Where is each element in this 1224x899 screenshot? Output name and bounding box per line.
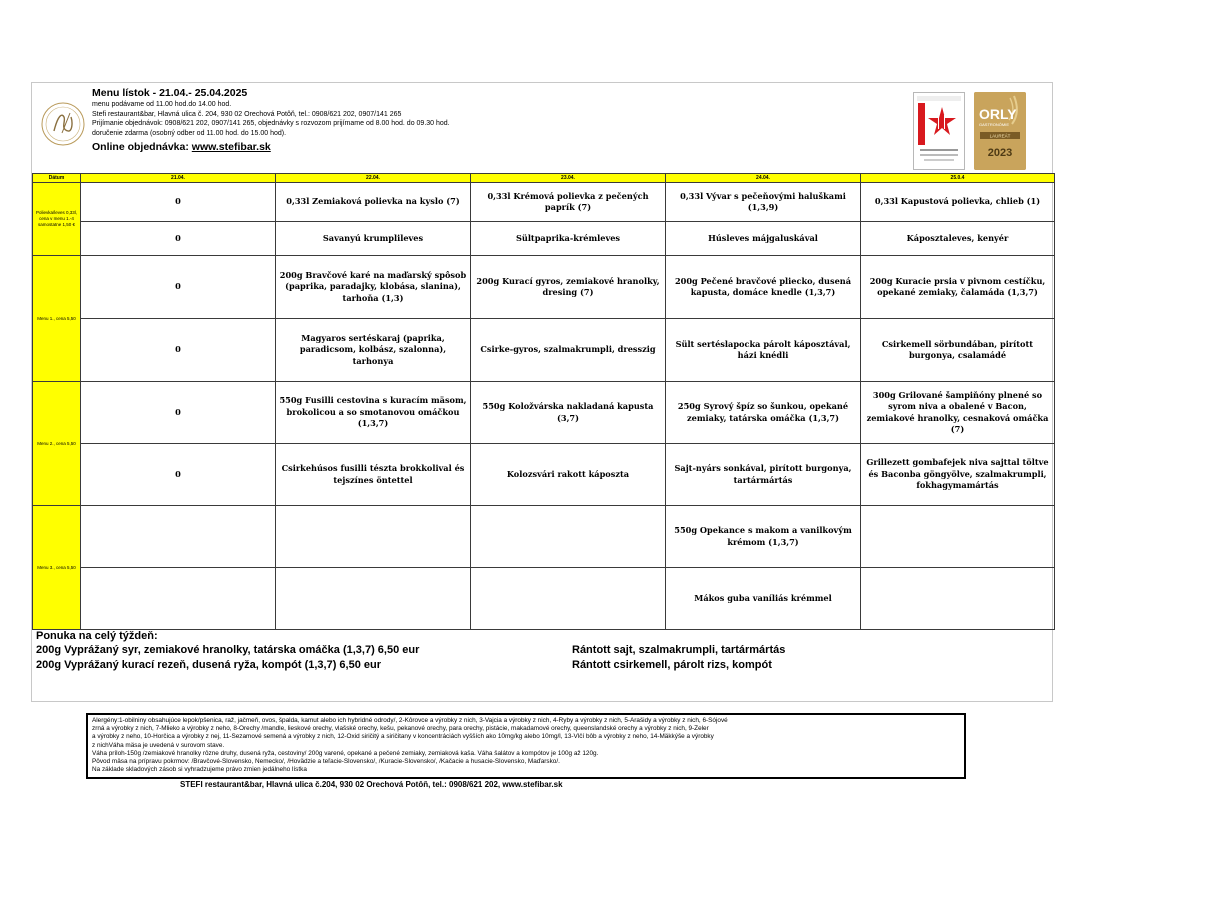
soup-label: Polievka/leves 0,33l, cena v menu 1.-4 samostatne 1,50 € bbox=[33, 183, 81, 256]
weekly-offer-row bbox=[36, 643, 1046, 658]
menu-cell bbox=[81, 568, 276, 630]
menu-title: Menu lístok - 21.04.- 25.04.2025 bbox=[92, 87, 248, 99]
menu-cell bbox=[861, 506, 1055, 568]
restaurant-logo bbox=[40, 101, 86, 147]
menu-cell: 200g Kuracie prsia v pivnom cestíčku, opekané zemiaky, čalamáda (1,3,7) bbox=[861, 256, 1055, 319]
weekly-item-hu: Rántott csirkemell, párolt rizs, kompót bbox=[572, 659, 772, 671]
orly-ribbon: LAUREÁT bbox=[989, 133, 1011, 139]
restaurant-address: Stefi restaurant&bar, Hlavná ulica č. 204, 930 02 Orechová Potôň, tel.: 0908/621 202, 0907/141 265 bbox=[92, 110, 402, 118]
weekly-item-sk: 200g Vyprážaný kurací rezeň, dusená ryža, kompót (1,3,7) 6,50 eur bbox=[36, 659, 382, 671]
award-badge-red-star bbox=[913, 92, 965, 170]
online-order-link[interactable]: www.stefibar.sk bbox=[191, 141, 271, 153]
table-row bbox=[33, 568, 1055, 630]
orly-award-icon bbox=[974, 92, 1026, 170]
menu-cell: Magyaros sertéskaraj (paprika, paradicsom, kolbász, szalonna), tarhonya bbox=[276, 319, 471, 382]
allergen-box bbox=[86, 713, 966, 779]
online-order bbox=[92, 140, 612, 154]
menu-cell: 0 bbox=[81, 183, 276, 222]
menu-cell: Mákos guba vaníliás krémmel bbox=[666, 568, 861, 630]
menu-cell bbox=[276, 568, 471, 630]
menu-cell: Sültpaprika-krémleves bbox=[471, 222, 666, 256]
days-row bbox=[33, 174, 1055, 183]
order-info: Prijímanie objednávok: 0908/621 202, 0907/141 265, objednávky s rozvozom prijímame od 8.00 hod. do 09.30 hod. bbox=[92, 120, 450, 127]
table-row bbox=[33, 382, 1055, 444]
menu-cell: Csirke-gyros, szalmakrumpli, dresszig bbox=[471, 319, 666, 382]
menu-cell: 200g Kurací gyros, zemiakové hranolky, dresing (7) bbox=[471, 256, 666, 319]
star-award-icon bbox=[914, 93, 964, 169]
allergen-line: Alergény:1-obilniny obsahujúce lepok/pšenica, raž, jačmeň, ovos, špalda, kamut alebo ich hybridné odrody/, 2-Kôrovce a výrobky z nich, 3-Vajcia a výrobky z nich, 4-Ryby a výrobky z nich, 5-Arašidy a výrobky z nich, 6-Sójové bbox=[92, 717, 728, 724]
menu-cell: 0 bbox=[81, 256, 276, 319]
allergen-line: a výrobky z neho, 10-Horčica a výrobky z nej, 11-Sezamové semená a výrobky z nich, 12-Oxid siričitý a siričitany v koncentráciách vyšších ako 10mg/kg alebo 10mg/l, 13-Vlčí bôb a výrobky z neho, 14-Mäkkýše a výrobky bbox=[92, 733, 714, 741]
day-2: 22.04. bbox=[276, 174, 471, 183]
table-row bbox=[33, 183, 1055, 222]
menu-cell: Grillezett gombafejek niva sajttal töltve és Baconba göngyölve, szalmakrumpli, fokhagymamártás bbox=[861, 444, 1055, 506]
menu-cell: Sült sertéslapocka párolt káposztával, házi knédli bbox=[666, 319, 861, 382]
menu-cell: Kolozsvári rakott káposzta bbox=[471, 444, 666, 506]
menu-cell: Csirkemell sörbundában, pirított burgonya, csalamádé bbox=[861, 319, 1055, 382]
table-row bbox=[33, 256, 1055, 319]
menu-cell: 0,33l Zemiaková polievka na kyslo (7) bbox=[276, 183, 471, 222]
weekly-item-sk: 200g Vyprážaný syr, zemiakové hranolky, tatárska omáčka (1,3,7) 6,50 eur bbox=[36, 644, 420, 656]
weekly-offer-title: Ponuka na celý týždeň: bbox=[36, 630, 158, 642]
menu-cell: 250g Syrový špíz so šunkou, opekané zemiaky, tatárska omáčka (1,3,7) bbox=[666, 382, 861, 444]
menu-table bbox=[32, 173, 1055, 630]
online-order-label: Online objednávka: bbox=[92, 141, 189, 153]
menu-cell: 200g Pečené bravčové pliecko, dusená kapusta, domáce knedle (1,3,7) bbox=[666, 256, 861, 319]
allergen-line: Na základe skladových zásob si vyhradzujeme právo zmien jedálneho lístka bbox=[92, 766, 307, 774]
menu1-label: Menu 1., cena 5,50 bbox=[33, 256, 81, 382]
table-row bbox=[33, 444, 1055, 506]
menu-cell bbox=[861, 568, 1055, 630]
menu-cell: Sajt-nyárs sonkával, pirított burgonya, tartármártás bbox=[666, 444, 861, 506]
day-5: 25.0.4 bbox=[861, 174, 1055, 183]
table-row bbox=[33, 506, 1055, 568]
menu-cell: 0 bbox=[81, 382, 276, 444]
menu-cell bbox=[471, 568, 666, 630]
day-4: 24.04. bbox=[666, 174, 861, 183]
delivery-info: doručenie zdarma (osobný odber od 11.00 hod. do 15.00 hod). bbox=[92, 129, 287, 137]
menu-cell bbox=[276, 506, 471, 568]
allergen-line: Váha príloh-150g /zemiakové hranolky rôzne druhy, dusená ryža, cestoviny/ 200g varené, opekané a pečené zemiaky, zemiaková kaša. Váha šalátov a kompótov je 100g až 120g. bbox=[92, 749, 599, 757]
menu3-label: Menu 3., cena 5,50 bbox=[33, 506, 81, 630]
award-badge-orly bbox=[974, 92, 1026, 170]
day-3: 23.04. bbox=[471, 174, 666, 183]
table-row bbox=[33, 222, 1055, 256]
weekly-offer-row bbox=[36, 658, 1046, 673]
menu2-label: Menu 2., cena 5,50 bbox=[33, 382, 81, 506]
table-row bbox=[33, 319, 1055, 382]
menu-cell bbox=[81, 506, 276, 568]
menu-cell bbox=[471, 506, 666, 568]
menu-sheet bbox=[31, 82, 1053, 702]
day-1: 21.04. bbox=[81, 174, 276, 183]
allergen-line: Pôvod mäsa na prípravu pokrmov: /Bravčové-Slovensko, Nemecko/, /Hovädzie a teľacie-Slovensko/, /Kuracie-Slovensko/, /Kačacie a husacie-Slovensko, Maďarsko/. bbox=[92, 758, 560, 766]
serving-hours: menu podávame od 11.00 hod.do 14.00 hod. bbox=[92, 101, 232, 108]
menu-cell: 550g Fusilli cestovina s kuracím mäsom, brokolicou a so smotanovou omáčkou (1,3,7) bbox=[276, 382, 471, 444]
orly-subtitle: GASTRONÓMIE bbox=[979, 122, 1010, 127]
allergen-line: zrná a výrobky z nich, 7-Mlieko a výrobky z neho, 8-Orechy /mandle, lieskové orechy, vlašské orechy, kešu, pekanové orechy, para orechy, pistácie, makadamové orechy, queenslandské orechy a výrobky z nich, 9-Zeler bbox=[92, 725, 709, 733]
menu-cell: 550g Opekance s makom a vanilkovým krémom (1,3,7) bbox=[666, 506, 861, 568]
menu-cell: 0 bbox=[81, 444, 276, 506]
orly-title: ORLY bbox=[979, 106, 1017, 122]
menu-cell: Csirkehúsos fusilli tészta brokkolival és tejszínes öntettel bbox=[276, 444, 471, 506]
footer-contact: STEFI restaurant&bar, Hlavná ulica č.204, 930 02 Orechová Potôň, tel.: 0908/621 202, www.stefibar.sk bbox=[180, 780, 563, 789]
orly-year: 2023 bbox=[987, 147, 1013, 159]
menu-cell: 0,33l Kapustová polievka, chlieb (1) bbox=[861, 183, 1055, 222]
menu-cell: Káposztaleves, kenyér bbox=[861, 222, 1055, 256]
menu-cell: 0,33l Vývar s pečeňovými haluškami (1,3,9) bbox=[666, 183, 861, 222]
menu-cell: Savanyú krumplileves bbox=[276, 222, 471, 256]
menu-cell: 0 bbox=[81, 319, 276, 382]
weekly-offer bbox=[36, 629, 1046, 673]
menu-cell: 550g Koložvárska nakladaná kapusta (3,7) bbox=[471, 382, 666, 444]
menu-cell: 300g Grilované šampiňóny plnené so syrom niva a obalené v Bacon, zemiakové hranolky, cesnaková omáčka (7) bbox=[861, 382, 1055, 444]
menu-cell: 200g Bravčové karé na maďarský spôsob (paprika, paradajky, klobása, slanina), tarhoňa (1,3) bbox=[276, 256, 471, 319]
menu-cell: 0,33l Krémová polievka z pečených paprík (7) bbox=[471, 183, 666, 222]
allergen-line: z nichVáha mäsa je uvedená v surovom stave. bbox=[92, 741, 225, 749]
menu-header bbox=[32, 83, 1052, 173]
weekly-item-hu: Rántott sajt, szalmakrumpli, tartármártás bbox=[572, 644, 786, 656]
menu-cell: Húsleves májgaluskával bbox=[666, 222, 861, 256]
date-label: Dátum bbox=[33, 174, 81, 183]
menu-cell: 0 bbox=[81, 222, 276, 256]
